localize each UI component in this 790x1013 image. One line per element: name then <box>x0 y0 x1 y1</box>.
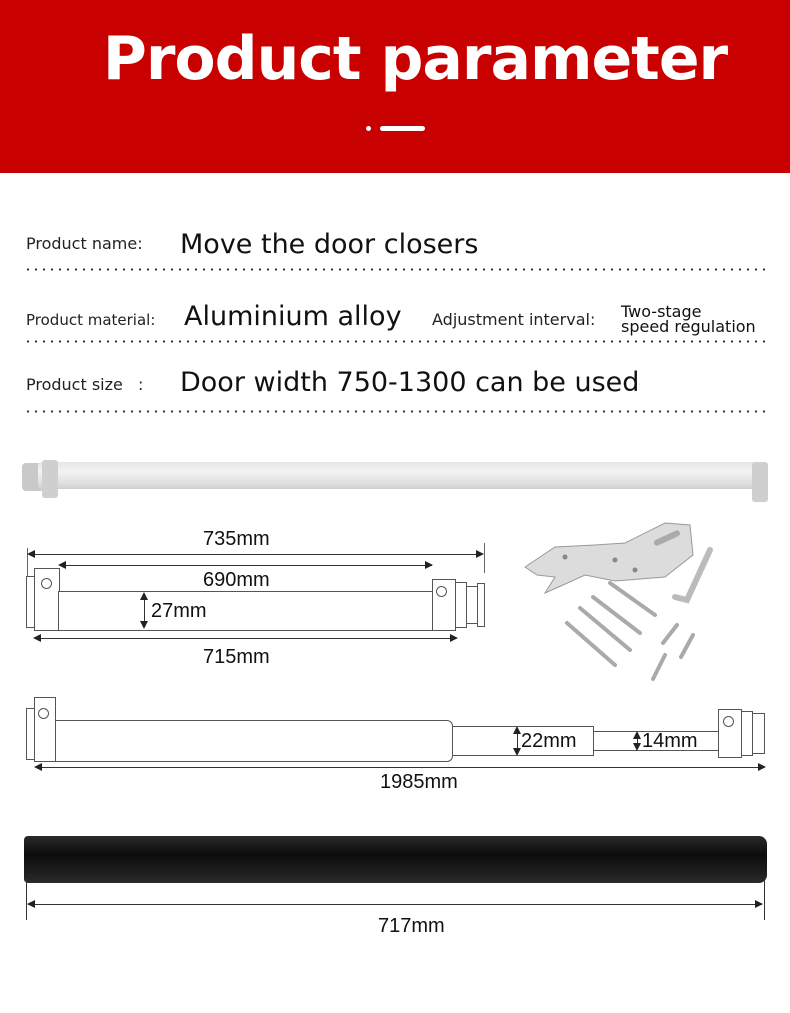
param-value: Move the door closers <box>180 229 479 260</box>
param-label: Product name: <box>26 234 143 253</box>
header-banner <box>0 0 790 173</box>
dotted-divider <box>24 268 766 271</box>
param-value: Aluminium alloy <box>184 301 402 332</box>
dimension-mount-length: 715mm <box>203 646 270 668</box>
cover-bar-photo <box>24 836 767 883</box>
param-label: Product size : <box>26 375 144 394</box>
param-value: Door width 750-1300 can be used <box>180 367 640 398</box>
dimension-rod1-diameter: 22mm <box>521 730 577 752</box>
decorative-dot <box>366 126 371 131</box>
dimension-rod2-diameter: 14mm <box>642 730 698 752</box>
decorative-dash <box>380 126 425 131</box>
param-label: Adjustment interval: <box>432 310 596 329</box>
param-value: Two-stage speed regulation <box>621 302 756 336</box>
dimension-overall-length: 735mm <box>203 528 270 550</box>
dimension-cover-length: 717mm <box>378 915 445 937</box>
accessories-photo <box>515 515 715 695</box>
dimension-extended-length: 1985mm <box>380 771 458 793</box>
bracket-and-screws-icon <box>515 515 715 695</box>
dotted-divider <box>24 410 766 413</box>
dimension-diameter: 27mm <box>151 600 207 622</box>
page-title: Product parameter <box>102 24 728 94</box>
dotted-divider <box>24 340 766 343</box>
dimension-body-length: 690mm <box>203 569 270 591</box>
param-label: Product material: <box>26 311 156 329</box>
